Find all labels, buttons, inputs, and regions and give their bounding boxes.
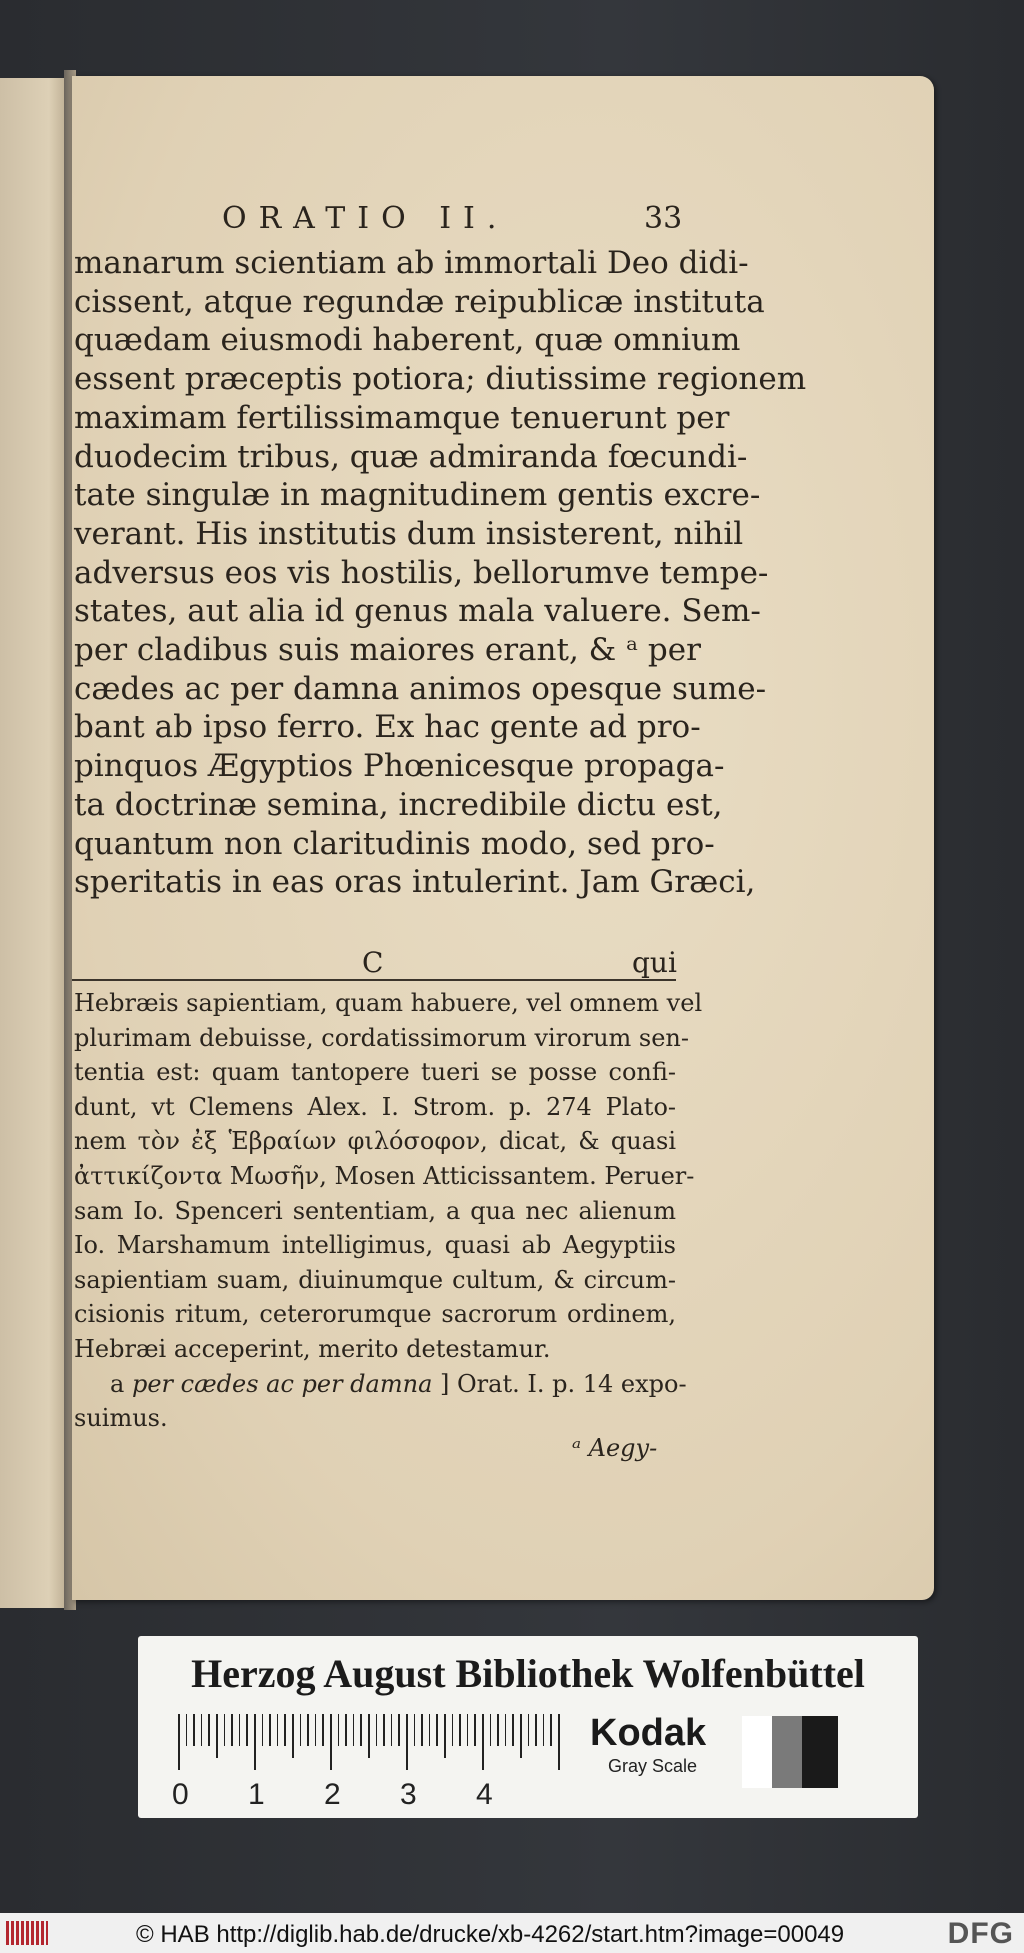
ruler-tick <box>353 1714 355 1746</box>
ruler-number: 2 <box>324 1778 341 1811</box>
note-line: tentia est: quam tantopere tueri se posse confi- <box>74 1058 676 1087</box>
footnote-catchword: ᵃ Aegy- <box>572 1434 658 1462</box>
ruler-tick <box>467 1714 469 1746</box>
footnotes <box>74 986 703 1436</box>
ruler-tick <box>277 1714 279 1746</box>
ruler-tick <box>246 1714 248 1746</box>
ruler-tick <box>322 1714 324 1746</box>
note-line: Hebræi acceperint, merito detestamur. <box>74 1334 551 1363</box>
ruler-tick <box>550 1714 552 1746</box>
note-line: nem τὸν ἐξ Ἑβραίων φιλόσοφον, dicat, & quasi <box>74 1127 676 1156</box>
ruler-tick <box>558 1714 560 1770</box>
ruler-tick <box>429 1714 431 1746</box>
text-line: tate singulæ in magnitudinem gentis excre- <box>74 477 761 514</box>
ruler-scale <box>178 1714 568 1774</box>
ruler-tick <box>505 1714 507 1746</box>
note-line: Io. Marshamum intelligimus, quasi ab Aegyptiis <box>74 1231 676 1260</box>
note-a-text: ] Orat. I. p. 14 expo- <box>440 1369 687 1398</box>
ruler-tick <box>444 1714 446 1758</box>
ruler-tick <box>406 1714 408 1770</box>
ruler-tick <box>292 1714 294 1758</box>
dfg-logo: DFG <box>947 1917 1014 1950</box>
ruler-number: 3 <box>400 1778 417 1811</box>
ruler-tick <box>383 1714 385 1746</box>
ruler-tick <box>254 1714 256 1770</box>
swatch-gray <box>772 1716 802 1788</box>
ruler-tick <box>535 1714 537 1746</box>
ruler-tick <box>284 1714 286 1746</box>
gray-scale-label: Gray Scale <box>608 1756 698 1776</box>
ruler-tick <box>452 1714 454 1746</box>
ruler-tick <box>528 1714 530 1746</box>
ruler-tick <box>414 1714 416 1746</box>
ruler-tick <box>178 1714 180 1770</box>
ruler-tick <box>368 1714 370 1758</box>
note-line: cisionis ritum, ceterorumque sacrorum ordinem, <box>74 1300 676 1329</box>
note-a-marker: a <box>110 1369 125 1398</box>
ruler-tick <box>224 1714 226 1746</box>
ruler-tick <box>474 1714 476 1746</box>
running-head: ORATIO II. <box>222 201 509 236</box>
note-line: sapientiam suam, diuinumque cultum, & circum- <box>74 1265 676 1294</box>
hab-logo-icon <box>6 1921 48 1945</box>
ruler-tick <box>376 1714 378 1746</box>
ruler-tick <box>497 1714 499 1746</box>
text-line: pinquos Ægyptios Phœnicesque propaga- <box>74 748 725 785</box>
ruler-number: 1 <box>248 1778 265 1811</box>
text-line: manarum scientiam ab immortali Deo didi- <box>74 245 749 281</box>
facing-page-edge <box>0 78 70 1608</box>
text-line: quantum non claritudinis modo, sed pro- <box>74 825 715 862</box>
text-line: bant ab ipso ferro. Ex hac gente ad pro- <box>74 709 701 746</box>
page-number: 33 <box>644 201 683 236</box>
text-line: speritatis in eas oras intulerint. Jam Græci, <box>74 864 756 901</box>
text-line: quædam eiusmodi haberent, quæ omnium <box>74 322 741 359</box>
color-target-card <box>138 1636 918 1818</box>
ruler-tick <box>315 1714 317 1746</box>
ruler-tick <box>231 1714 233 1746</box>
body-text <box>74 244 807 902</box>
ruler-tick <box>239 1714 241 1746</box>
ruler-tick <box>216 1714 218 1758</box>
ruler-tick <box>208 1714 210 1746</box>
ruler-tick <box>543 1714 545 1746</box>
ruler-tick <box>490 1714 492 1746</box>
ruler-tick <box>459 1714 461 1746</box>
ruler-tick <box>330 1714 332 1770</box>
ruler-tick <box>338 1714 340 1746</box>
ruler-tick <box>360 1714 362 1746</box>
ruler-tick <box>201 1714 203 1746</box>
ruler-tick <box>391 1714 393 1746</box>
note-line: plurimam debuisse, cordatissimorum virorum sen- <box>74 1023 689 1052</box>
ruler-tick <box>345 1714 347 1746</box>
ruler-tick <box>262 1714 264 1746</box>
note-a-reference: per cædes ac per damna <box>131 1369 433 1398</box>
ruler-tick <box>520 1714 522 1758</box>
swatch-white <box>742 1716 772 1788</box>
ruler-tick <box>300 1714 302 1746</box>
signature-mark: C <box>362 946 384 979</box>
text-line: essent præceptis potiora; diutissime regionem <box>74 361 807 398</box>
book-page <box>72 76 934 1600</box>
text-line: states, aut alia id genus mala valuere. Sem- <box>74 593 761 630</box>
text-line: duodecim tribus, quæ admiranda fœcundi- <box>74 438 748 475</box>
footer-copyright: © HAB http://diglib.hab.de/drucke/xb-4262/start.htm?image=00049 <box>136 1921 845 1948</box>
ruler-tick <box>269 1714 271 1746</box>
text-line: cissent, atque regundæ reipublicæ instituta <box>74 283 765 320</box>
ruler-tick <box>186 1714 188 1746</box>
note-line: sam Io. Spenceri sententiam, a qua nec alienum <box>74 1196 676 1225</box>
note-line: suimus. <box>74 1404 168 1433</box>
text-line: maximam fertilissimamque tenuerunt per <box>74 399 730 436</box>
footer-bar <box>0 1913 1024 1953</box>
note-a <box>74 1367 687 1402</box>
text-line: ta doctrinæ semina, incredibile dictu est, <box>74 786 723 823</box>
ruler-number: 0 <box>172 1778 189 1811</box>
kodak-logo: Kodak <box>590 1712 707 1754</box>
footnote-rule <box>72 979 676 981</box>
ruler-tick <box>307 1714 309 1746</box>
ruler-tick <box>436 1714 438 1746</box>
ruler-tick <box>512 1714 514 1746</box>
swatch-black <box>802 1716 838 1788</box>
ruler-tick <box>398 1714 400 1746</box>
text-line: adversus eos vis hostilis, bellorumve tempe- <box>74 554 769 591</box>
text-line: cædes ac per damna animos opesque sume- <box>74 670 767 707</box>
ruler-tick <box>482 1714 484 1770</box>
catchword: qui <box>632 946 677 979</box>
text-line: verant. His institutis dum insisterent, nihil <box>74 515 744 552</box>
ruler-tick <box>421 1714 423 1746</box>
text-line: per cladibus suis maiores erant, & ᵃ per <box>74 632 701 669</box>
ruler-number: 4 <box>476 1778 493 1811</box>
note-line: Hebræis sapientiam, quam habuere, vel omnem vel <box>74 989 703 1017</box>
ruler-tick <box>193 1714 195 1746</box>
note-line: ἀττικίζοντα Μωσῆν, Mosen Atticissantem. Peruer- <box>74 1161 695 1190</box>
note-line: dunt, vt Clemens Alex. I. Strom. p. 274 Plato- <box>74 1092 676 1121</box>
library-name: Herzog August Bibliothek Wolfenbüttel <box>191 1651 865 1696</box>
